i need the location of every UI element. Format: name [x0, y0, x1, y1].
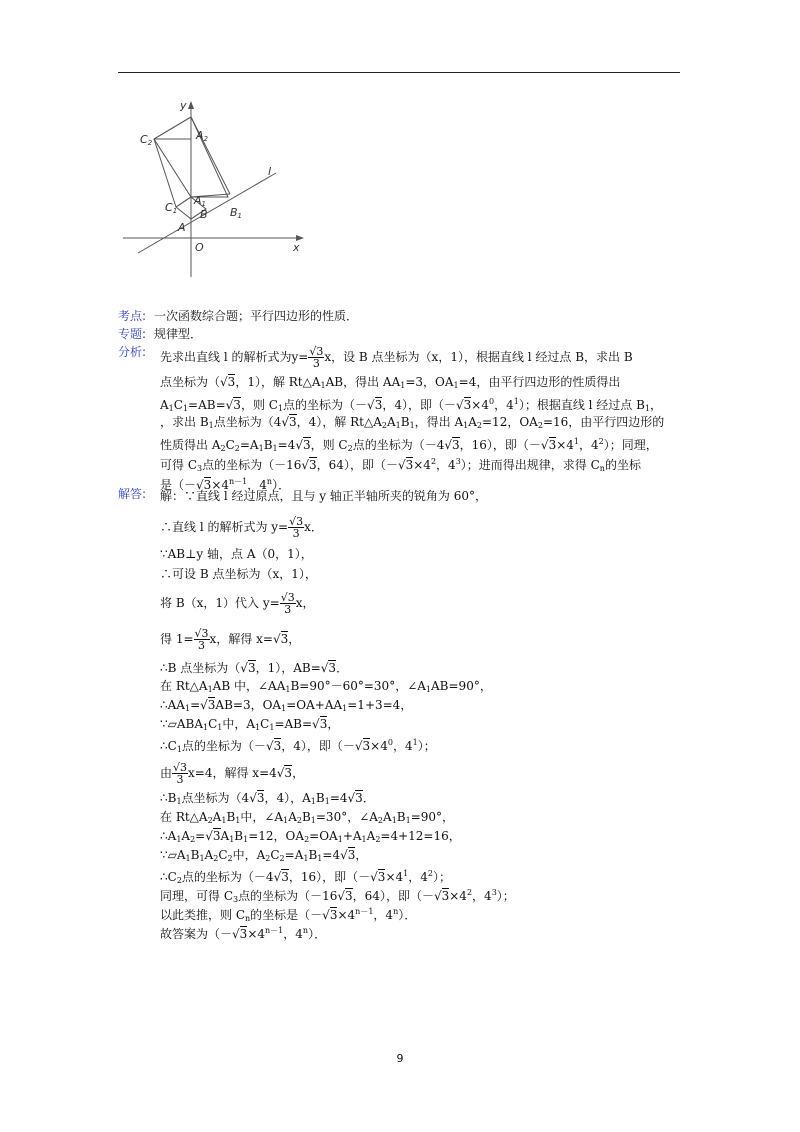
jieda-line-5: 将 B（x，1）代入 y= $\frac{√3}{3}$ x， — [160, 591, 315, 616]
jieda-line-3: ∵AB⊥y 轴，点 A（0，1）， — [160, 547, 313, 561]
label-l: l — [268, 165, 272, 178]
label-A: A — [178, 221, 186, 234]
fenxi-line-1: 先求出直线 l 的解析式为y= $\frac{√3}{3}$ x，设 B 点坐标为（x，1），根据直线 l 经过点 B，求出 B — [160, 345, 633, 370]
label-fenxi: 分析: — [118, 345, 147, 359]
jieda-line-12: 由 $\frac{√3}{3}$ x=4，解得 x=4√3， — [160, 761, 305, 786]
jieda-line-14: 在 $Rt\triangle A_2A_1B_1$中，$\angle A_1A_2B_1=30^\circ$，$\angle A_2A_1B_1=90^\circ$， — [160, 810, 455, 825]
fenxi-line-2: 点坐标为（√3，1），解 $Rt\triangle A_1AB$，得出 $AA_1=3$，$OA_1=4$，由平行四边形的性质得出 — [160, 375, 621, 390]
fenxi-line-7: 是（$-√3\times 4^{n-1}$，4$^n$）． — [160, 477, 291, 492]
jieda-line-7: ∴B 点坐标为（√3，1），AB=√3． — [160, 661, 349, 675]
geometry-figure — [118, 95, 308, 285]
jieda-line-10: $\because▱ABA_1C_1$中，$A_1C_1=AB=√3$， — [160, 717, 340, 732]
fenxi-line-5: 性质得出 $A_2C_2=A_1B_1=4√3$，则 $C_2$点的坐标为（－4√3，16），即（$-√3\times 4^1$，$4^2$）；同理， — [160, 437, 658, 453]
zhuanti-text: 规律型． — [154, 327, 203, 341]
label-jieda: 解答: — [118, 487, 147, 501]
label-A1: A1 — [194, 194, 206, 208]
jieda-line-18: 同理，可得 $C_3$点的坐标为（－16√3，64），即（$-√3\times 4^2$，$4^3$）； — [160, 888, 515, 904]
fenxi-line-6: 可得 $C_3$点的坐标为（－16√3，64），即（$-√3\times 4^2$，$4^3$）；进而得出规律，求得 $C_n$的坐标 — [160, 457, 641, 473]
jieda-line-2: ∴直线 l 的解析式为 y= $\frac{√3}{3}$ x． — [160, 515, 323, 540]
jieda-line-20: 故答案为（$-√3\times 4^{n-1}$，4$^n$）． — [160, 926, 327, 941]
jieda-line-15: $\therefore A_1A_2=√3A_1B_1=12$，$OA_2=OA_1+A_1A_2=4+12=16$， — [160, 829, 461, 844]
segment-C2-A2 — [154, 117, 191, 139]
jieda-line-9: $\therefore AA_1=√3AB=3$，$OA_1=OA+AA_1=1+3=4$， — [160, 698, 413, 713]
fenxi-line-4: ，求出 $B_1$点坐标为（4√3，4），解 $Rt\triangle A_2A_1B_1$，得出 $A_1A_2=12$，$OA_2=16$，由平行四边形的 — [160, 415, 665, 430]
segment-C2-C1 — [154, 139, 176, 207]
label-x: x — [293, 241, 300, 254]
segment-C1-A1 — [176, 197, 191, 207]
jieda-line-6: 得 1= $\frac{√3}{3}$ x，解得 x=√3， — [160, 627, 301, 652]
label-C2: C2 — [140, 133, 153, 147]
y-axis-arrow — [188, 101, 194, 109]
label-B1: B1 — [230, 206, 243, 220]
label-B: B — [200, 208, 208, 221]
jieda-line-17: $\therefore C_2$点的坐标为（－4√3，16），即（$-√3\times 4^1$，$4^2$）； — [160, 869, 451, 885]
label-C1: C1 — [165, 201, 178, 215]
jieda-line-1: 解：∵直线 l 经过原点，且与 y 轴正半轴所夹的锐角为 60°， — [160, 489, 487, 503]
jieda-line-8: 在 $Rt\triangle A_1AB$ 中，$\angle AA_1B=90^\circ-60^\circ=30^\circ$，$\angle A_1AB=90^\circ$， — [160, 679, 492, 694]
fenxi-line-3: $A_1C_1=AB=√3$，则 $C_1$点的坐标为（－√3，4），即（$-√3\times 4^0$，$4^1$）；根据直线 l 经过点 $B_1$， — [160, 397, 663, 413]
kaodian-text: 一次函数综合题；平行四边形的性质． — [154, 309, 359, 323]
label-O: O — [195, 241, 204, 254]
jieda-line-13: $\therefore B_1$点坐标为（4√3，4），$A_1B_1=4√3$． — [160, 791, 375, 806]
jieda-line-11: $\therefore C_1$点的坐标为（－√3，4），即（$-√3\times 4^0$，$4^1$）； — [160, 738, 436, 754]
label-zhuanti: 专题: — [118, 327, 147, 341]
jieda-line-16: $\because▱A_1B_1A_2C_2$中，$A_2C_2=A_1B_1=4√3$， — [160, 848, 368, 863]
header-rule — [118, 72, 680, 73]
label-A2: A2 — [196, 129, 208, 143]
label-y: y — [180, 99, 187, 112]
page-number: 9 — [396, 1052, 404, 1065]
jieda-line-19: 以此类推，则 $C_n$的坐标是（$-√3\times 4^{n-1}$，4$^n$）． — [160, 907, 417, 923]
jieda-line-4: ∴可设 B 点坐标为（x，1）， — [160, 567, 317, 581]
label-kaodian: 考点: — [118, 309, 147, 323]
